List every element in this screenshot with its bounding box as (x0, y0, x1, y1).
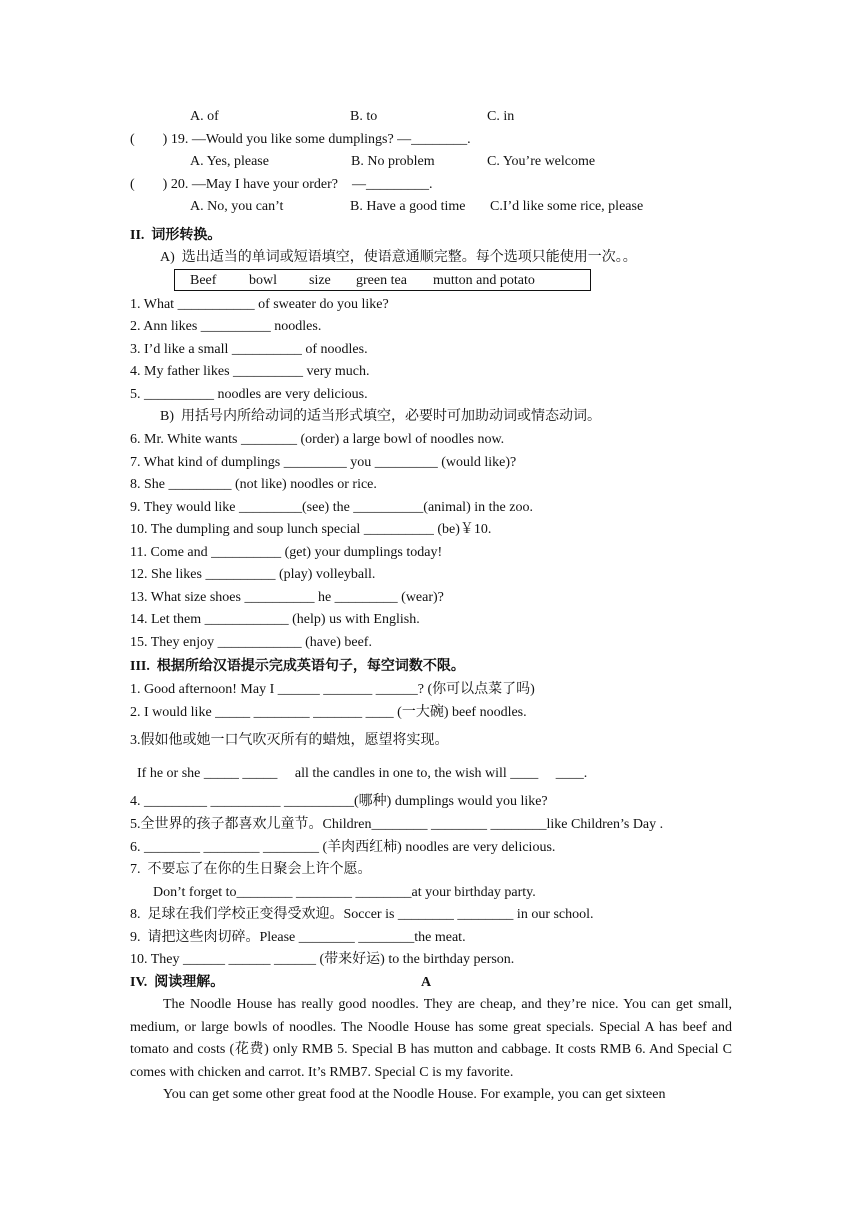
part-b-item: 15. They enjoy ____________ (have) beef. (130, 635, 372, 650)
part-a-item: 3. I’d like a small __________ of noodles. (130, 342, 368, 357)
q18-option-a: A. of (190, 109, 219, 124)
part-b-item: 10. The dumpling and soup lunch special __________ (be)￥10. (130, 522, 492, 537)
translation-item: 1. Good afternoon! May I ______ _______ ______? (你可以点菜了吗) (130, 682, 535, 697)
section-2-part-b-instruction: B) 用括号内所给动词的适当形式填空，必要时可加助动词或情态动词。 (160, 409, 601, 424)
translation-item: 5.全世界的孩子都喜欢儿童节。Children________ ________ ________like Children’s Day . (130, 817, 664, 832)
part-b-item: 7. What kind of dumplings _________ you _________ (would like)? (130, 455, 517, 470)
translation-item: 7. 不要忘了在你的生日聚会上许个愿。 (130, 862, 372, 877)
q20-option-b: B. Have a good time (350, 199, 466, 214)
part-a-item: 1. What ___________ of sweater do you like? (130, 297, 389, 312)
part-b-item: 12. She likes __________ (play) volleyball. (130, 567, 376, 582)
part-b-item: 9. They would like _________(see) the __________(animal) in the zoo. (130, 500, 533, 515)
translation-item: 8. 足球在我们学校正变得受欢迎。Soccer is ________ ________ in our school. (130, 907, 594, 922)
word-bank-item: bowl (249, 273, 277, 288)
part-b-item: 11. Come and __________ (get) your dumplings today! (130, 545, 443, 560)
part-a-item: 4. My father likes __________ very much. (130, 364, 370, 379)
word-bank-item: green tea (356, 273, 407, 288)
q18-option-c: C. in (487, 109, 515, 124)
reading-paragraph: You can get some other great food at the Noodle House. For example, you can get sixteen (163, 1087, 666, 1102)
translation-item-continued: If he or she _____ _____ all the candles in one to, the wish will ____ ____. (137, 766, 588, 781)
translation-item: 4. _________ __________ __________(哪种) dumplings would you like? (130, 794, 548, 809)
section-4-title: IV. 阅读理解。 (130, 975, 225, 990)
q19-option-b: B. No problem (351, 154, 435, 169)
q20-stem: ( ) 20. —May I have your order? —_________. (130, 177, 433, 192)
part-a-item: 2. Ann likes __________ noodles. (130, 319, 322, 334)
q20-option-a: A. No, you can’t (190, 199, 284, 214)
word-bank-item: Beef (190, 273, 217, 288)
word-bank-item: size (309, 273, 331, 288)
word-bank-box (174, 269, 591, 291)
translation-item: 9. 请把这些肉切碎。Please ________ ________the meat. (130, 930, 466, 945)
q20-option-c: C.I’d like some rice, please (490, 199, 644, 214)
q18-option-b: B. to (350, 109, 378, 124)
translation-item: 6. ________ ________ ________ (羊肉西红柿) noodles are very delicious. (130, 840, 556, 855)
section-2-part-a-instruction: A) 选出适当的单词或短语填空，使语意通顺完整。每个选项只能使用一次。。 (160, 250, 637, 265)
part-b-item: 8. She _________ (not like) noodles or rice. (130, 477, 377, 492)
translation-item-continued: Don’t forget to________ ________ ________at your birthday party. (153, 885, 536, 900)
reading-paragraph: The Noodle House has really good noodles. They are cheap, and they’re nice. You can get small, medium, or large bowls of noodles. The Noodle House has some great specials. Special A has beef and tomato and costs (花费) only RMB 5. Special B has mutton and cabbage. It costs RMB 6. And Special C comes with chicken and carrot. It’s RMB7. Special C is my favorite. (130, 997, 732, 1080)
translation-item: 3.假如他或她一口气吹灭所有的蜡烛，愿望将实现。 (130, 733, 449, 748)
section-3-title: III. 根据所给汉语提示完成英语句子，每空词数不限。 (130, 659, 465, 674)
translation-item: 2. I would like _____ ________ _______ ____ (一大碗) beef noodles. (130, 705, 527, 720)
part-b-item: 14. Let them ____________ (help) us with English. (130, 612, 420, 627)
part-b-item: 13. What size shoes __________ he _________ (wear)? (130, 590, 444, 605)
word-bank-item: mutton and potato (433, 273, 535, 288)
translation-item: 10. They ______ ______ ______ (带来好运) to the birthday person. (130, 952, 515, 967)
q19-option-c: C. You’re welcome (487, 154, 596, 169)
part-a-item: 5. __________ noodles are very delicious. (130, 387, 368, 402)
section-2-title: II. 词形转换。 (130, 228, 222, 243)
part-b-item: 6. Mr. White wants ________ (order) a large bowl of noodles now. (130, 432, 505, 447)
q19-stem: ( ) 19. —Would you like some dumplings? —________. (130, 132, 471, 147)
q19-option-a: A. Yes, please (190, 154, 269, 169)
passage-label: A (421, 975, 432, 990)
